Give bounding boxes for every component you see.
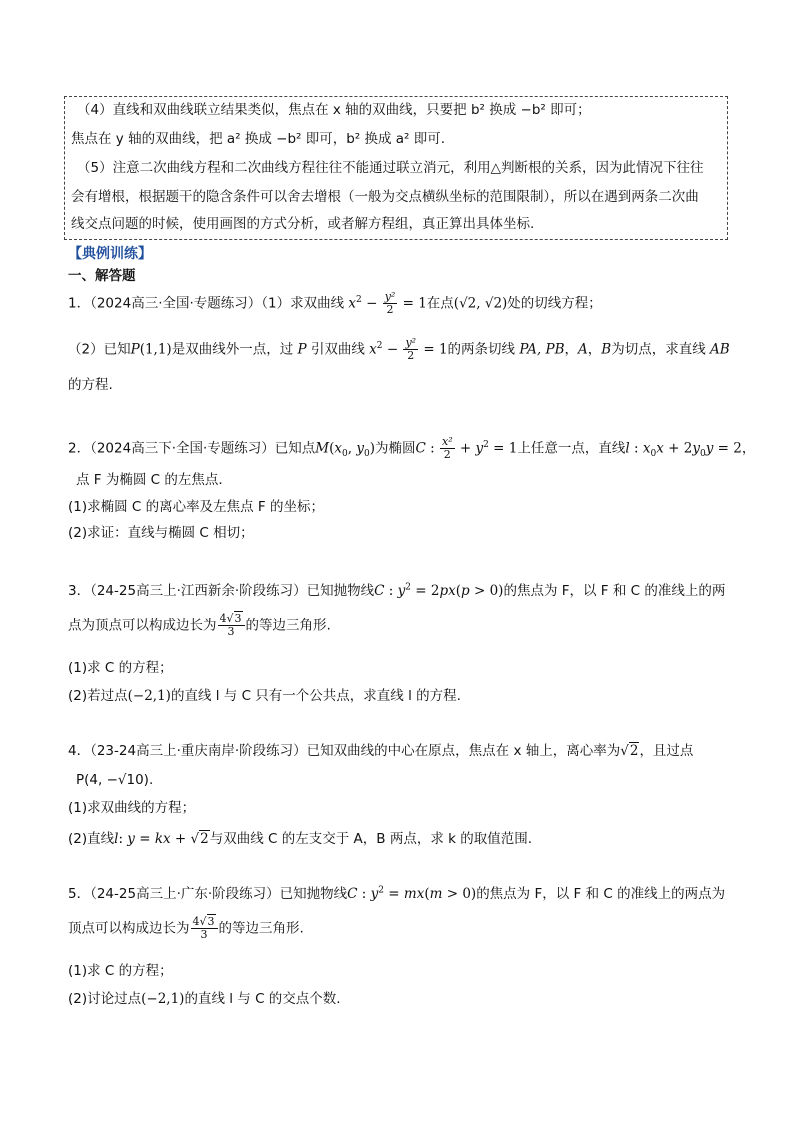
problem-5-line-3: (1)求 C 的方程； — [68, 963, 173, 979]
problem-3-line-1: 3．（24-25高三上·江西新余·阶段练习）已知抛物线C : $y^2 = 2px(p > 0)$的焦点为 F，以 F 和 C 的准线上的两 — [68, 582, 726, 599]
problem-5-line-1: 5．（24-25高三上·广东·阶段练习）已知抛物线C : $y^2 = mx(m > 0)$的焦点为 F，以 F 和 C 的准线上的两点为 — [68, 885, 726, 902]
problem-2-line-4: (2)求证：直线与椭圆 C 相切； — [68, 525, 254, 541]
note-box — [64, 96, 728, 240]
problem-1-line-1: 1．（2024高三·全国·专题练习）（1）求双曲线 $x^2$ − $\frac{\text{y²}}{2}$ = 1在点(√2, √2)处的切线方程； — [68, 290, 602, 316]
problem-3-line-2: 点为顶点可以构成边长为 $\frac{4√3}{3}$ 的等边三角形. — [68, 612, 331, 638]
note-line-4: 会有增根，根据题干的隐含条件可以舍去增根（一般为交点横纵坐标的范围限制），所以在遇到两条二次曲 — [71, 189, 699, 205]
problem-1-line-3: 的方程. — [68, 377, 113, 393]
problem-3-line-3: (1)求 C 的方程； — [68, 660, 173, 676]
subsection-title: 一、解答题 — [68, 268, 136, 284]
problem-5-line-2: 顶点可以构成边长为 $\frac{4√3}{3}$ 的等边三角形. — [68, 915, 304, 941]
note-line-2: 焦点在 y 轴的双曲线，把 a² 换成 −b² 即可，b² 换成 a² 即可. — [71, 131, 446, 147]
note-line-5: 线交点问题的时候，使用画图的方式分析，或者解方程组，真正算出具体坐标. — [71, 216, 535, 232]
problem-2-line-2: 点 F 为椭圆 C 的左焦点. — [76, 472, 223, 488]
problem-1-line-2: （2）已知P(1,1)是双曲线外一点，过 P 引双曲线 $x^2$ − $\frac{\text{y²}}{2}$ = 1的两条切线 PA, PB，A，B为切点，求直线 AB — [68, 336, 730, 362]
problem-4-line-2: P(4, −√10). — [76, 772, 154, 788]
section-title: 【典例训练】 — [68, 246, 152, 262]
note-line-1: （4）直线和双曲线联立结果类似，焦点在 x 轴的双曲线，只要把 b² 换成 −b² 即可； — [77, 102, 591, 118]
problem-2-line-1: 2．（2024高三下·全国·专题练习）已知点$M(x_0$, $y_0$)为椭圆C : $\frac{\text{x²}}{2}$ + $y^2 = 1$上任意一点，直线l : $x_0x + 2y_0y = 2$， — [68, 435, 756, 461]
problem-4-line-3: (1)求双曲线的方程； — [68, 800, 196, 816]
problem-4-line-4: (2)直线l: y = kx + √2与双曲线 C 的左支交于 A，B 两点，求 k 的取值范围. — [68, 831, 533, 847]
problem-3-line-4: (2)若过点(−2,1)的直线 l 与 C 只有一个公共点，求直线 l 的方程. — [68, 688, 461, 704]
problem-5-line-4: (2)讨论过点(−2,1)的直线 l 与 C 的交点个数. — [68, 991, 341, 1007]
note-line-3: （5）注意二次曲线方程和二次曲线方程往往不能通过联立消元，利用△判断根的关系，因为此情况下往往 — [77, 160, 704, 176]
problem-2-line-3: (1)求椭圆 C 的离心率及左焦点 F 的坐标； — [68, 499, 324, 515]
problem-4-line-1: 4．（23-24高三上·重庆南岸·阶段练习）已知双曲线的中心在原点，焦点在 x 轴上，离心率为√2，且过点 — [68, 743, 694, 759]
